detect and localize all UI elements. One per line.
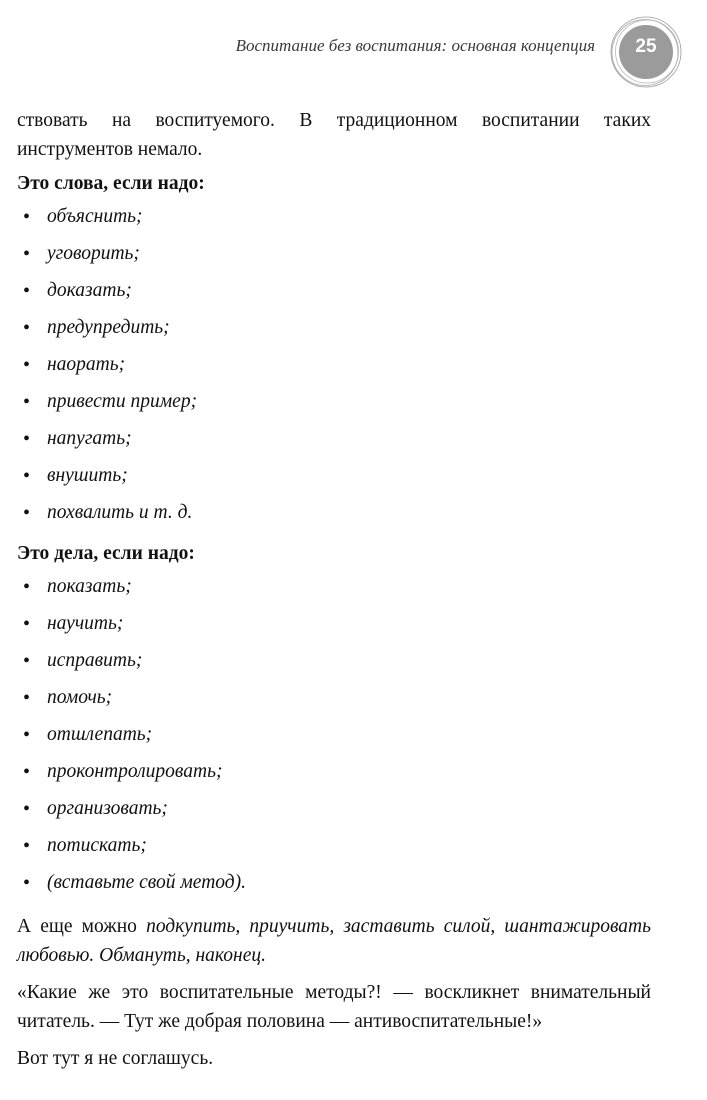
also-italic-text: подкупить, приучить, заставить силой, шантажировать любовью. Обмануть, наконец. [17,916,651,966]
deeds-list-item: • научить; [47,609,651,646]
deeds-list-item: • (вставьте свой метод). [47,868,651,905]
words-list-item: • внушить; [47,461,651,498]
words-heading: Это слова, если надо: [17,173,205,194]
page-body [17,106,651,1073]
deeds-list-item: • исправить; [47,646,651,683]
words-list-item: • похвалить и т. д. [47,498,651,535]
deeds-list-item: • показать; [47,572,651,609]
words-list-item: • доказать; [47,276,651,313]
running-title: Воспитание без воспитания: основная концепция [235,36,595,55]
words-list [17,202,651,535]
deeds-list [17,572,651,905]
words-list-item: • уговорить; [47,239,651,276]
deeds-list-item: • помочь; [47,683,651,720]
words-list-item: • привести пример; [47,387,651,424]
words-list-item: • напугать; [47,424,651,461]
words-list-item: • объяснить; [47,202,651,239]
also-prefix: А еще можно [17,916,147,937]
deeds-list-item: • потискать; [47,831,651,868]
intro-paragraph: ствовать на воспитуемого. В традиционном воспитании таких инструментов немало. [17,110,651,160]
also-paragraph [17,912,651,970]
page-header [0,0,707,100]
closing-paragraph: Вот тут я не соглашусь. [17,1048,214,1069]
page-number: 25 [635,36,657,57]
deeds-list-item: • проконтролировать; [47,757,651,794]
deeds-heading: Это дела, если надо: [17,543,195,564]
deeds-list-item: • организовать; [47,794,651,831]
reader-quote: «Какие же это воспитательные методы?! — воскликнет внимательный читатель. — Тут же добрая половина — антивоспитательные!» [17,982,651,1032]
words-list-item: • предупредить; [47,313,651,350]
deeds-list-item: • отшлепать; [47,720,651,757]
words-list-item: • наорать; [47,350,651,387]
